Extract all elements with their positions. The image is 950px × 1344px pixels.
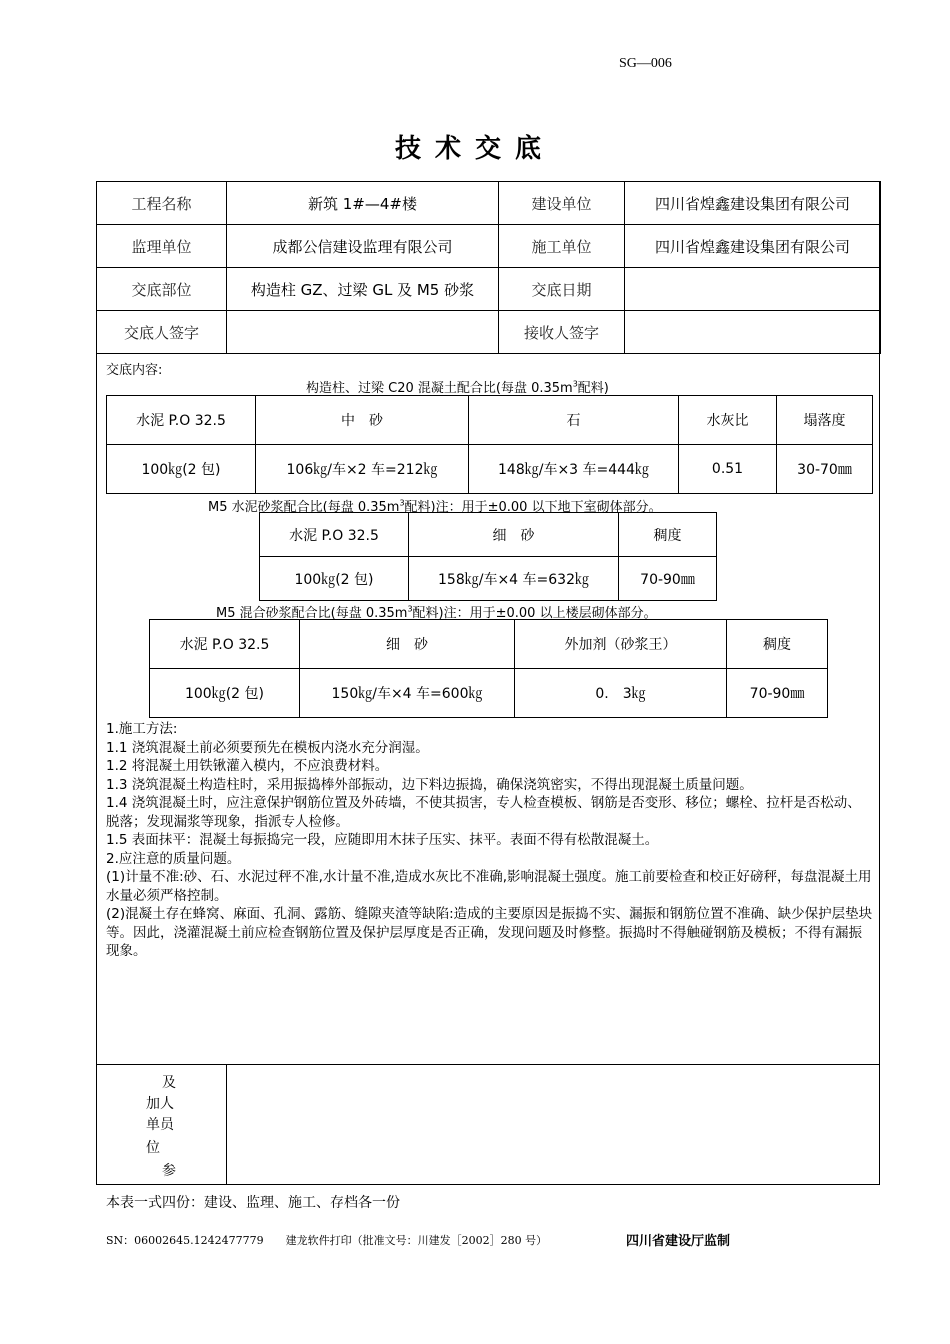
table-header: 细 砂 bbox=[300, 620, 515, 669]
content-label: 交底内容: bbox=[106, 363, 163, 378]
table-cell: 100㎏(2 包) bbox=[150, 669, 300, 718]
method-line: 1.4 浇筑混凝土时，应注意保护钢筋位置及外砖墙，不使其损害，专人检查模板、钢筋是否变形、移位；螺栓、拉杆是否松动、脱落；发现漏浆等现象，指派专人检修。 bbox=[106, 795, 861, 830]
table-header: 中 砂 bbox=[256, 396, 469, 445]
part-value: 构造柱 GZ、过梁 GL 及 M5 砂浆 bbox=[227, 268, 499, 311]
table-cell: 30-70㎜ bbox=[777, 445, 873, 494]
table-cell: 100㎏(2 包) bbox=[107, 445, 256, 494]
table-row bbox=[97, 311, 881, 354]
table-cell: 148㎏/车×3 车=444㎏ bbox=[469, 445, 679, 494]
table-row bbox=[97, 268, 881, 311]
mix1-caption: 构造柱、过梁 C20 混凝土配合比(每盘 $0.35m^3$配料) bbox=[306, 379, 609, 396]
project-name-label: 工程名称 bbox=[97, 182, 227, 225]
table-cell: 158㎏/车×4 车=632㎏ bbox=[409, 557, 619, 601]
mixed-mortar-table bbox=[149, 619, 828, 718]
table-header: 塌落度 bbox=[777, 396, 873, 445]
method-line: 1.5 表面抹平：混凝土每振捣完一段，应随即用木抹子压实、抹平。表面不得有松散混凝土。 bbox=[106, 832, 659, 848]
giver-sign-field bbox=[227, 311, 499, 354]
serial-number: SN：06002645.1242477779 建龙软件打印（批准文号：川建发［2002］280 号） bbox=[106, 1234, 548, 1247]
receiver-sign-field bbox=[625, 311, 881, 354]
contractor-value: 四川省煌鑫建设集团有限公司 bbox=[625, 225, 881, 268]
table-header: 稠度 bbox=[727, 620, 828, 669]
form-code: SG—006 bbox=[619, 56, 672, 71]
table-cell: 70-90㎜ bbox=[619, 557, 717, 601]
table-row bbox=[260, 557, 717, 601]
supervisor-note: 四川省建设厅监制 bbox=[626, 1234, 731, 1249]
date-label: 交底日期 bbox=[499, 268, 625, 311]
table-header: 石 bbox=[469, 396, 679, 445]
method-line: 1.2 将混凝土用铁锹灌入模内，不应浪费材料。 bbox=[106, 758, 389, 774]
table-cell: 106㎏/车×2 车=212㎏ bbox=[256, 445, 469, 494]
supervisor-label: 监理单位 bbox=[97, 225, 227, 268]
method-line: 1.3 浇筑混凝土构造柱时，采用振捣棒外部振动，边下料边振捣，确保浇筑密实，不得出现混凝土质量问题。 bbox=[106, 776, 753, 793]
table-cell: 100㎏(2 包) bbox=[260, 557, 409, 601]
method-line: (2)混凝土存在蜂窝、麻面、孔洞、露筋、缝隙夹渣等缺陷:造成的主要原因是振捣不实、漏振和钢筋位置不准确、缺少保护层垫块等。因此，浇灌混凝土前应检查钢筋位置及保护层厚度是否正确，发现问题及时修整。振捣时不得触碰钢筋及模板；不得有漏振现象。 bbox=[106, 906, 873, 959]
supervisor-value: 成都公信建设监理有限公司 bbox=[227, 225, 499, 268]
copies-note: 本表一式四份：建设、监理、施工、存档各一份 bbox=[106, 1195, 400, 1211]
project-name-value: 新筑 1#—4#楼 bbox=[227, 182, 499, 225]
table-header: 水泥 P.O 32.5 bbox=[107, 396, 256, 445]
table-cell: 70-90㎜ bbox=[727, 669, 828, 718]
table-cell: 150㎏/车×4 车=600㎏ bbox=[300, 669, 515, 718]
table-row bbox=[150, 620, 828, 669]
table-row bbox=[107, 445, 873, 494]
table-header: 水泥 P.O 32.5 bbox=[260, 513, 409, 557]
participants-label-1: 及 bbox=[162, 1075, 176, 1091]
table-header: 水灰比 bbox=[679, 396, 777, 445]
table-header: 水泥 P.O 32.5 bbox=[150, 620, 300, 669]
method-line: 1.施工方法: bbox=[106, 721, 178, 737]
method-line: 1.1 浇筑混凝土前必须要预先在模板内浇水充分润湿。 bbox=[106, 739, 429, 756]
mix3-caption: M5 混合砂浆配合比(每盘 $0.35m^3$配料)注：用于±0.00 以上楼层砌体部分。 bbox=[216, 604, 657, 621]
sign-section-vdivider bbox=[226, 1064, 227, 1185]
table-row bbox=[107, 396, 873, 445]
header-table bbox=[96, 181, 881, 354]
page-title: 技术交底 bbox=[394, 134, 555, 164]
table-row bbox=[97, 182, 881, 225]
participants-label-2: 加人 bbox=[146, 1096, 174, 1112]
table-cell: 0. 3㎏ bbox=[515, 669, 727, 718]
part-label: 交底部位 bbox=[97, 268, 227, 311]
table-header: 细 砂 bbox=[409, 513, 619, 557]
participants-label-4: 位 bbox=[146, 1140, 160, 1156]
participants-label-5: 参 bbox=[162, 1163, 176, 1179]
table-cell: 0.51 bbox=[679, 445, 777, 494]
participants-label-3: 单员 bbox=[146, 1117, 174, 1133]
receiver-sign-label: 接收人签字 bbox=[499, 311, 625, 354]
giver-sign-label: 交底人签字 bbox=[97, 311, 227, 354]
method-line: (1)计量不准:砂、石、水泥过秤不准,水计量不准,造成水灰比不准确,影响混凝土强度。施工前要检查和校正好磅秤，每盘混凝土用水量必须严格控制。 bbox=[106, 869, 872, 904]
table-header: 外加剂（砂浆王） bbox=[515, 620, 727, 669]
method-line: 2.应注意的质量问题。 bbox=[106, 850, 241, 867]
cement-mortar-table bbox=[259, 512, 717, 601]
mix2-caption: M5 水泥砂浆配合比(每盘 $0.35m^3$配料)注：用于±0.00 以下地下室砌体部分。 bbox=[208, 498, 662, 515]
table-header: 稠度 bbox=[619, 513, 717, 557]
builder-value: 四川省煌鑫建设集团有限公司 bbox=[625, 182, 881, 225]
construction-methods bbox=[106, 720, 874, 961]
concrete-mix-table bbox=[106, 395, 873, 494]
date-value bbox=[625, 268, 881, 311]
builder-label: 建设单位 bbox=[499, 182, 625, 225]
table-row bbox=[150, 669, 828, 718]
sign-section-divider bbox=[96, 1064, 880, 1065]
contractor-label: 施工单位 bbox=[499, 225, 625, 268]
table-row bbox=[260, 513, 717, 557]
participants-sign-field bbox=[228, 1066, 878, 1183]
table-row bbox=[97, 225, 881, 268]
